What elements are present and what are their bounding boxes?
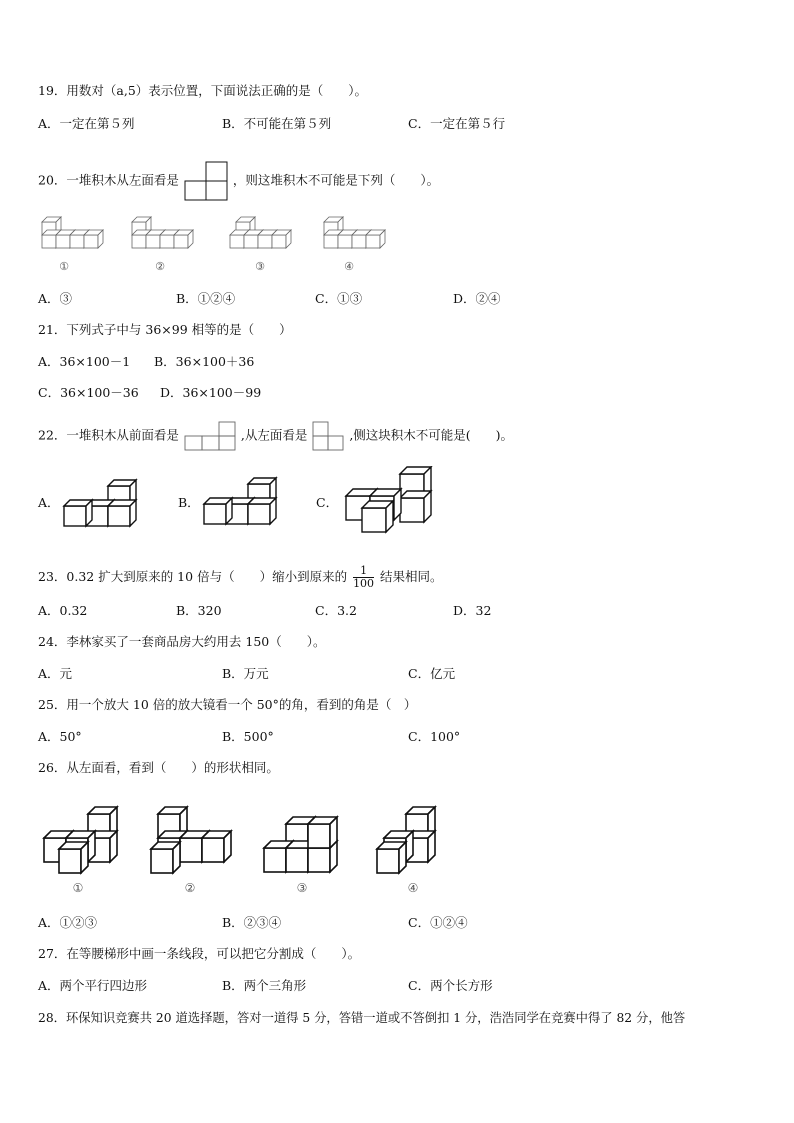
q19-option-a: A．一定在第５列 xyxy=(38,116,135,131)
q22-front-view-figure xyxy=(183,421,237,451)
q24-option-c: C．亿元 xyxy=(408,666,456,681)
q23-stem-before: 23．0.32 扩大到原来的 10 倍与（ ）缩小到原来的 xyxy=(38,569,348,584)
q22-figure-a xyxy=(64,480,136,526)
q23-fraction-denominator: 100 xyxy=(353,577,375,590)
q26-stem: 26．从左面看，看到（ ）的形状相同。 xyxy=(38,760,279,775)
q19-option-b: B．不可能在第５列 xyxy=(222,116,332,131)
q20-option-c: C．①③ xyxy=(315,291,363,306)
q19-option-c: C．一定在第５行 xyxy=(408,116,506,131)
q20-figure-label-2: ② xyxy=(155,260,165,273)
q23-fraction-numerator: 1 xyxy=(353,565,374,578)
q20-figure-3 xyxy=(230,217,291,248)
q20-stem-before: 20．一堆积木从左面看是 xyxy=(38,172,179,188)
q23-option-c: C．3.2 xyxy=(315,603,357,618)
q21-option-a: A．36×100－1 xyxy=(38,354,131,369)
q26-block-figures xyxy=(40,800,450,900)
q27-option-b: B．两个三角形 xyxy=(222,978,307,993)
q26-option-a: A．①②③ xyxy=(38,915,98,930)
q21-option-b: B．36×100＋36 xyxy=(154,354,255,369)
q23-stem-after: 结果相同。 xyxy=(380,569,443,584)
q23-option-a: A．0.32 xyxy=(38,603,88,618)
q23-fraction xyxy=(353,565,374,590)
q27-stem: 27．在等腰梯形中画一条线段，可以把它分割成（ ）。 xyxy=(38,946,361,961)
q26-figure-1 xyxy=(44,807,117,873)
q27-option-a: A．两个平行四边形 xyxy=(38,978,148,993)
q24-option-b: B．万元 xyxy=(222,666,269,681)
q20-option-d: D．②④ xyxy=(453,291,501,306)
q22-option-b: B． xyxy=(178,495,200,510)
q22-stem xyxy=(38,421,513,451)
q22-left-view-figure xyxy=(311,421,345,451)
q22-option-a: A． xyxy=(38,495,60,510)
q22-figure-b xyxy=(204,478,276,524)
q22-figure-c xyxy=(346,467,431,532)
q26-figure-label-4: ④ xyxy=(407,881,419,895)
q24-option-a: A．元 xyxy=(38,666,73,681)
q26-figure-2 xyxy=(151,807,231,873)
q26-figure-3 xyxy=(264,817,337,872)
q20-figure-4 xyxy=(324,217,385,248)
q20-figure-label-4: ④ xyxy=(344,260,354,273)
q26-figure-label-2: ② xyxy=(184,881,196,895)
q20-left-view-figure xyxy=(183,161,229,201)
q21-option-d: D．36×100－99 xyxy=(160,385,262,400)
q27-option-c: C．两个长方形 xyxy=(408,978,493,993)
q26-figure-label-1: ① xyxy=(72,881,84,895)
q22-stem-part3: ,侧这块积木不可能是( )。 xyxy=(349,427,514,443)
q23-option-d: D．32 xyxy=(453,603,492,618)
q20-option-a: A．③ xyxy=(38,291,73,306)
q23-option-b: B．320 xyxy=(176,603,222,618)
q22-stem-part2: ,从左面看是 xyxy=(240,427,308,443)
q26-figure-label-3: ③ xyxy=(296,881,308,895)
q20-option-b: B．①②④ xyxy=(176,291,236,306)
q25-option-a: A．50° xyxy=(38,729,82,744)
q22-block-figures xyxy=(60,466,440,538)
q25-stem: 25．用一个放大 10 倍的放大镜看一个 50°的角，看到的角是（ ） xyxy=(38,697,417,712)
q20-figure-label-3: ③ xyxy=(255,260,265,273)
q25-option-b: B．500° xyxy=(222,729,274,744)
q20-figure-1 xyxy=(42,217,103,248)
q22-stem-part1: 22．一堆积木从前面看是 xyxy=(38,427,179,443)
q25-option-c: C．100° xyxy=(408,729,461,744)
q20-stem-after: ，则这堆积木不可能是下列（ ）。 xyxy=(232,172,440,188)
q20-block-figures xyxy=(36,212,396,274)
q24-stem: 24．李林家买了一套商品房大约用去 150（ ）。 xyxy=(38,634,326,649)
q19-stem: 19．用数对（a,5）表示位置，下面说法正确的是（ ）。 xyxy=(38,83,368,98)
q21-option-c: C．36×100－36 xyxy=(38,385,139,400)
q26-option-b: B．②③④ xyxy=(222,915,282,930)
q22-option-c: C． xyxy=(316,495,339,510)
q26-option-c: C．①②④ xyxy=(408,915,468,930)
q20-stem xyxy=(38,161,439,201)
q21-stem: 21．下列式子中与 36×99 相等的是（ ） xyxy=(38,322,292,337)
q26-figure-4 xyxy=(377,807,435,873)
q28-stem: 28．环保知识竞赛共 20 道选择题，答对一道得 5 分，答错一道或不答倒扣 1 分，浩浩同学在竞赛中得了 82 分，他答 xyxy=(38,1011,686,1025)
q20-figure-label-1: ① xyxy=(59,260,69,273)
q20-figure-2 xyxy=(132,217,193,248)
q23-stem xyxy=(38,562,443,592)
